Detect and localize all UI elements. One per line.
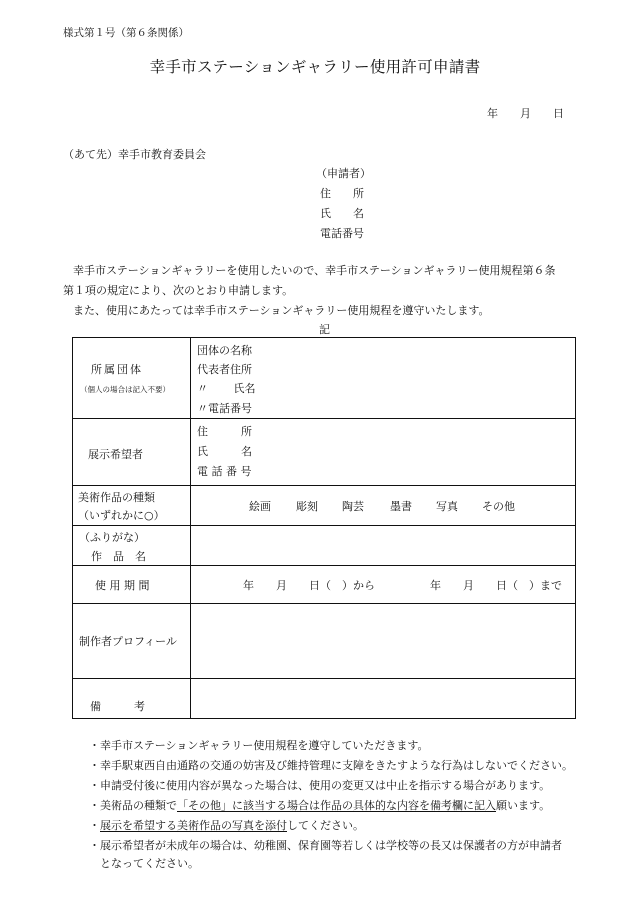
document-title: 幸手市ステーションギャラリー使用許可申請書 — [149, 58, 481, 76]
date-day: 日 — [553, 107, 564, 120]
org-field-rep-name: 〃 氏名 — [197, 382, 256, 395]
work-title-label: 作 品 名 — [91, 550, 146, 563]
row-divider — [72, 678, 576, 679]
exhibitor-label: 展示希望者 — [88, 448, 143, 461]
remarks-label: 備 考 — [90, 700, 145, 713]
form-number: 様式第１号（第６条関係） — [63, 27, 189, 39]
org-field-name: 団体の名称 — [197, 344, 252, 357]
note-text: ・美術品の種類で — [89, 799, 177, 812]
org-field-rep-address: 代表者住所 — [197, 363, 252, 376]
date-year: 年 — [487, 107, 498, 120]
period-text: 年 月 日（ ）から 年 月 日（ ）まで — [243, 579, 562, 592]
note-item — [89, 817, 364, 833]
art-type-sculpture[interactable]: 彫刻 — [296, 500, 318, 513]
note-underlined-text: 「その他」に該当する場合は作品の具体的な内容を備考欄に記入 — [177, 799, 496, 812]
body-line-2: 第１項の規定により、次のとおり申請します。 — [63, 284, 294, 297]
org-label: 所属団体 — [91, 363, 143, 376]
body-line-3: また、使用にあたっては幸手市ステーションギャラリー使用規程を遵守いたします。 — [73, 304, 490, 317]
date-month: 月 — [520, 107, 531, 120]
note-item: ・申請受付後に使用内容が異なった場合は、使用の変更又は中止を指示する場合があります。 — [89, 779, 551, 792]
note-text: 願います。 — [496, 799, 551, 812]
art-type-label: 美術作品の種類 — [78, 491, 155, 504]
applicant-phone-label: 電話番号 — [320, 227, 364, 240]
art-type-other[interactable]: その他 — [482, 500, 515, 513]
body-line-1: 幸手市ステーションギャラリーを使用したいので、幸手市ステーションギャラリー使用規程第６条 — [73, 264, 556, 277]
note-item-continuation: となってください。 — [100, 857, 199, 870]
table-column-divider — [190, 337, 191, 719]
art-type-photo[interactable]: 写真 — [436, 500, 458, 513]
addressee: （あて先）幸手市教育委員会 — [63, 148, 206, 161]
org-note: （個人の場合は記入不要） — [80, 385, 170, 394]
note-item: ・展示希望者が未成年の場合は、幼稚園、保育園等若しくは学校等の長又は保護者の方が申請者 — [89, 839, 562, 852]
exhibitor-address-label: 住 所 — [197, 425, 252, 438]
row-divider — [72, 565, 576, 566]
note-text: ・ — [89, 819, 100, 832]
note-item — [89, 797, 550, 813]
row-divider — [72, 485, 576, 486]
art-type-note: （いずれかに○） — [78, 509, 165, 522]
art-type-ceramics[interactable]: 陶芸 — [342, 500, 364, 513]
note-item: ・幸手市ステーションギャラリー使用規程を遵守していただきます。 — [89, 739, 429, 752]
period-label: 使 用 期 間 — [95, 579, 150, 592]
applicant-address-label: 住 所 — [320, 187, 364, 200]
exhibitor-phone-label: 電 話 番 号 — [197, 465, 252, 478]
ki-heading: 記 — [319, 323, 330, 336]
work-furigana-label: （ふりがな） — [79, 531, 145, 544]
row-divider — [72, 418, 576, 419]
note-underlined-text: 展示を希望する美術作品の写真を添付 — [100, 819, 287, 832]
applicant-name-label: 氏 名 — [320, 207, 364, 220]
row-divider — [72, 525, 576, 526]
profile-label: 制作者プロフィール — [79, 635, 177, 648]
row-divider — [72, 603, 576, 604]
art-type-painting[interactable]: 絵画 — [249, 500, 271, 513]
applicant-heading: （申請者） — [316, 167, 371, 180]
note-item: ・幸手駅東西自由通路の交通の妨害及び維持管理に支障をきたすような行為はしないでください。 — [89, 759, 573, 772]
exhibitor-name-label: 氏 名 — [197, 445, 252, 458]
note-text: してください。 — [287, 819, 364, 832]
art-type-calligraphy[interactable]: 墨書 — [390, 500, 412, 513]
org-field-rep-phone: 〃電話番号 — [197, 402, 252, 415]
